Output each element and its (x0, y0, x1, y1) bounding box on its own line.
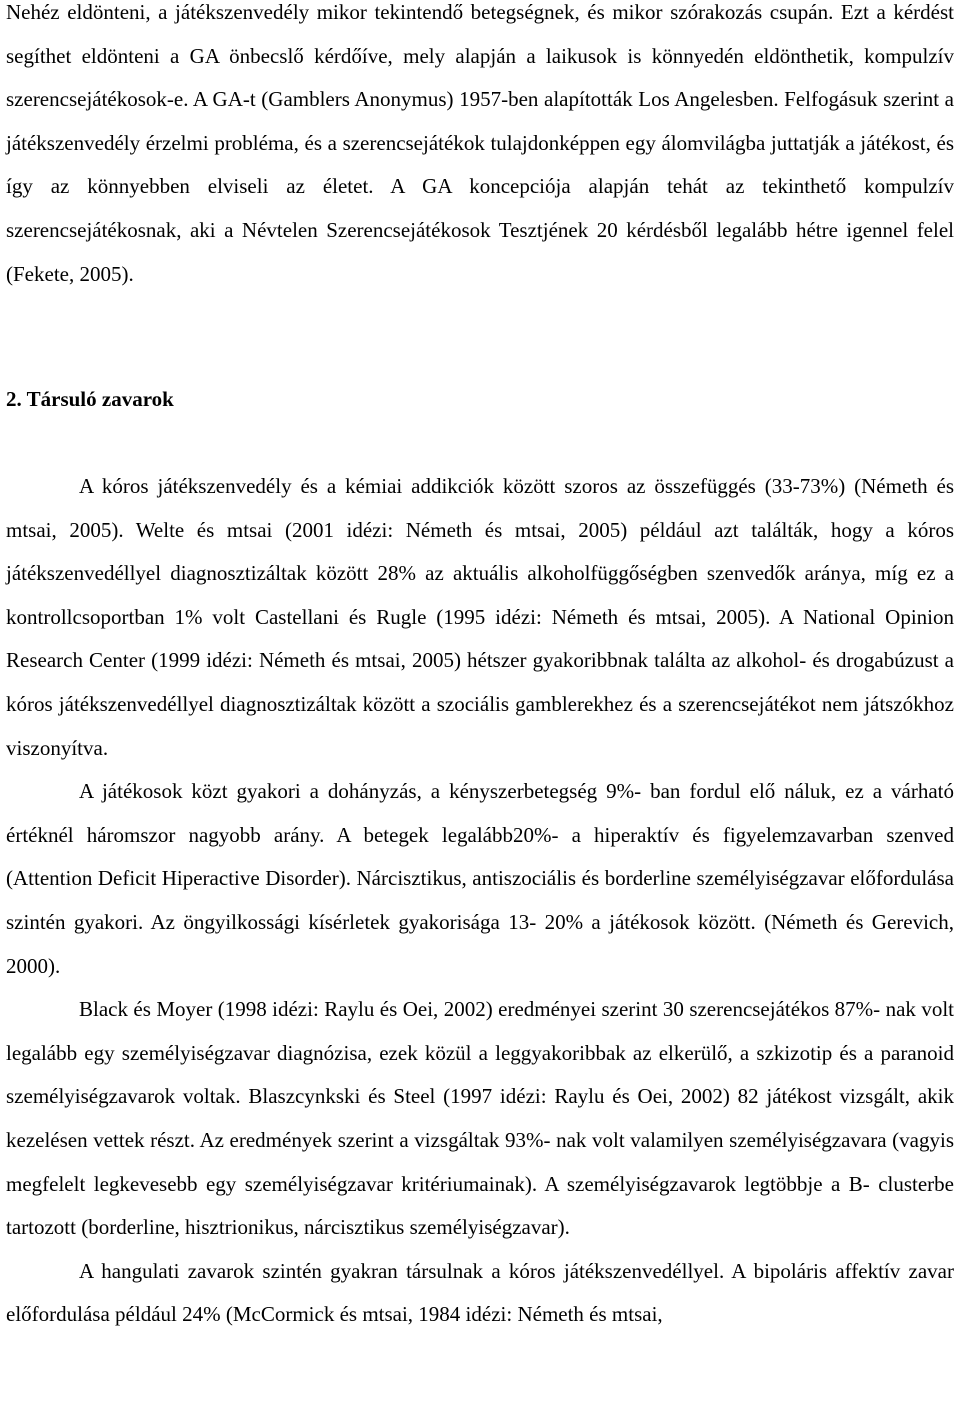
paragraph-comorbidity: A játékosok közt gyakori a dohányzás, a kényszerbetegség 9%- ban fordul elő náluk, ez a várható értéknél háromszor nagyobb arány. A betegek legalább20%- a hiperaktív és figyelemzavarban szenved (Attention Deficit Hiperactive Disorder). Nárcisztikus, antiszociális és borderline személyiségzavar előfordulása szintén gyakori. Az öngyilkossági kísérletek gyakorisága 13- 20% a játékosok között. (Németh és Gerevich, 2000). (6, 779, 954, 978)
paragraph-mood-disorders: A hangulati zavarok szintén gyakran társulnak a kóros játékszenvedéllyel. A bipoláris affektív zavar előfordulása például 24% (McCormick és mtsai, 1984 idézi: Németh és mtsai, (6, 1258, 954, 1327)
section-body (6, 465, 954, 1337)
paragraph-ga-intro: Nehéz eldönteni, a játékszenvedély mikor tekintendő betegségnek, és mikor szórakozás csupán. Ezt a kérdést segíthet eldönteni a GA önbecslő kérdőíve, mely alapján a laikusok is könnyedén eldönthetik, kompulzív szerencsejátékosok-e. A GA-t (Gamblers Anonymus) 1957-ben alapították Los Angelesben. Felfogásuk szerint a játékszenvedély érzelmi probléma, és a szerencsejátékok tulajdonképpen egy álomvilágba juttatják a játékost, és így az könnyebben elviseli az életet. A GA koncepciója alapján tehát az tekinthető kompulzív szerencsejátékosnak, aki a Névtelen Szerencsejátékosok Tesztjének 20 kérdésből legalább hétre igennel felel (Fekete, 2005). (6, 0, 954, 286)
paragraph-personality-disorders: Black és Moyer (1998 idézi: Raylu és Oei, 2002) eredményei szerint 30 szerencsejátékos 87%- nak volt legalább egy személyiségzavar diagnózisa, ezek közül a leggyakoribbak az elkerülő, a szkizotip és a paranoid személyiségzavarok voltak. Blaszcynkski és Steel (1997 idézi: Raylu és Oei, 2002) 82 játékost vizsgált, akik kezelésen vettek részt. Az eredmények szerint a vizsgáltak 93%- nak volt valamilyen személyiségzavara (vagyis megfelelt legkevesebb egy személyiségzavar kritériumainak). A személyiségzavarok legtöbbje a B- clusterbe tartozott (borderline, hisztrionikus, nárcisztikus személyiségzavar). (6, 997, 954, 1240)
section-heading: 2. Társuló zavarok (6, 387, 174, 411)
paragraph-chemical-addiction: A kóros játékszenvedély és a kémiai addikciók között szoros az összefüggés (33-73%) (Németh és mtsai, 2005). Welte és mtsai (2001 idézi: Németh és mtsai, 2005) például azt találták, hogy a kóros játékszenvedéllyel diagnosztizáltak között 28% az aktuális alkoholfüggőségben szenvedők aránya, míg ez a kontrollcsoportban 1% volt Castellani és Rugle (1995 idézi: Németh és mtsai, 2005). A National Opinion Research Center (1999 idézi: Németh és mtsai, 2005) hétszer gyakoribbnak találta az alkohol- és drogabúzust a kóros játékszenvedéllyel diagnosztizáltak között a szociális gamblerekhez és a szerencsejátékot nem játszókhoz viszonyítva. (6, 474, 954, 760)
